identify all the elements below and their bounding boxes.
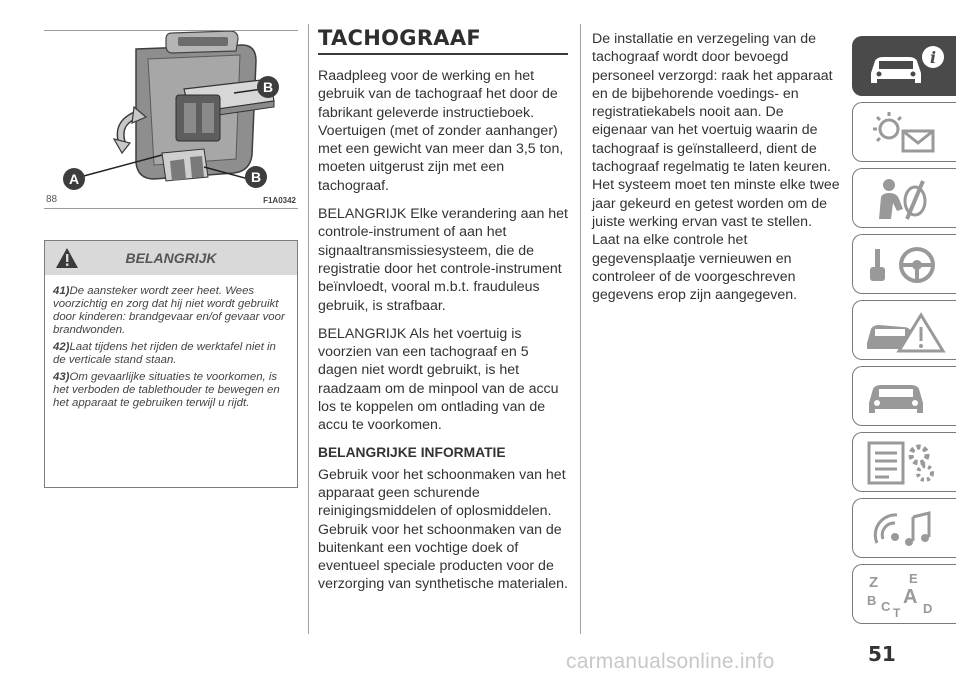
index-letter: E [909,571,918,586]
car-accident-icon [863,307,947,353]
warning-box [44,240,298,488]
paragraph-intro: Raadpleeg voor de werking en het gebruik van de tachograaf het door de fabrikant geleverde instructieboek. Voertuigen (met of zonder aanhanger) met een gewicht van meer dan 3,5 ton, moeten uitgerust zijn met een tachograaf. [318,68,564,194]
warning-body [45,275,297,410]
warning-item-text: Laat tijdens het rijden de werktafel niet in de verticale stand staan. [53,341,276,366]
warning-header [45,241,297,275]
section-title: TACHOGRAAF [318,26,568,55]
tab-car-info[interactable] [852,36,956,96]
tab-starting-driving[interactable] [852,234,956,294]
warning-item [53,341,289,367]
left-column [44,30,298,409]
index-letter: C [881,599,891,614]
warning-item-text: Om gevaarlijke situaties te voorkomen, is het verboden de tablethouder te bewegen en het apparaat te gebruiken terwijl u rijdt. [53,371,280,409]
warning-lights-icon [863,109,947,155]
subheading-important-info: BELANGRIJKE INFORMATIE [318,444,506,460]
middle-column [318,26,570,594]
figure-number: 88 [46,194,58,205]
index-letter: T [893,606,901,617]
figure-tablet-holder [44,31,298,191]
car-info-icon [863,43,947,89]
paragraph-inspection: Het systeem moet ten minste elke twee jaar gekeurd en getest worden om de juiste werking ervan vast te stellen. Laat na elke controle het gegevensplaatje vernieuwen en controleer of de voorgeschreven gegevens erop zijn aangegeven. [592,177,840,304]
tab-index[interactable] [852,564,956,624]
callout-b-top: B [262,79,274,95]
key-steering-wheel-icon [863,241,947,287]
technical-data-icon [863,439,947,485]
svg-text:i: i [929,48,937,67]
warning-title: BELANGRIJK [125,250,217,266]
multimedia-icon [863,505,947,551]
paragraph-important-battery: BELANGRIJK Als het voertuig is voorzien van een tachograaf en 5 dagen niet wordt gebruikt, is het raadzaam om de minpool van de accu los te koppelen om ontlading van de accu te voorkomen. [318,325,559,434]
tablet-holder-illustration [44,31,298,191]
tab-safety[interactable] [852,168,956,228]
warning-item-text: De aansteker wordt zeer heet. Wees voorzichtig en zorg dat hij niet wordt gebruikt door kinderen: brandgevaar en/of gevaar voor brandwonden. [53,285,285,336]
warning-item-number: 42) [53,341,70,353]
tab-multimedia[interactable] [852,498,956,558]
page-number: 51 [868,642,896,666]
column-divider-right [580,24,581,634]
callout-b-bottom: B [250,169,262,185]
figure-caption [44,191,298,209]
alphabetical-index-icon [863,571,947,617]
callout-a: A [68,171,80,187]
column-divider-left [308,24,309,634]
paragraph-cleaning: Gebruik voor het schoonmaken van het apparaat geen schurende reinigingsmiddelen of oplosmiddelen. Gebruik voor het schoonmaken van de buitenkant een vochtige doek of eventueel speciale producten voor de verzorging van synthetische materialen. [318,466,568,593]
tab-maintenance[interactable] [852,366,956,426]
right-column [592,30,842,304]
paragraph-installation: De installatie en verzegeling van de tachograaf wordt door bevoegd personeel verzorgd: raak het apparaat en de bijbehorende voedings- en registratiekabels nooit aan. De eigenaar van het voertuig waarin de tachograaf is geïnstalleerd, dient de tachograaf regelmatig te laten keuren. [592,31,833,176]
warning-item [53,371,289,410]
index-letter: B [867,593,877,608]
tab-warning-lights[interactable] [852,102,956,162]
figure-code: F1A0342 [263,196,296,205]
tab-technical-data[interactable] [852,432,956,492]
warning-item-number: 43) [53,371,70,383]
paragraph-important-change: BELANGRIJK Elke verandering aan het controle-instrument of aan het signaaltransmissiesysteem, die de registratie door het controle-instrument beïnvloedt, vooral m.b.t. frauduleus gebruik, is strafbaar. [318,206,568,314]
index-letter: D [923,601,933,616]
index-letter: Z [869,574,879,591]
watermark: carmanualsonline.info [566,650,775,673]
chapter-nav [852,36,956,630]
index-letter: A [903,586,918,608]
warning-item-number: 41) [53,285,70,297]
car-maintenance-icon [863,373,947,419]
warning-item [53,285,289,337]
tab-emergency[interactable] [852,300,956,360]
safety-airbag-icon [863,175,947,221]
